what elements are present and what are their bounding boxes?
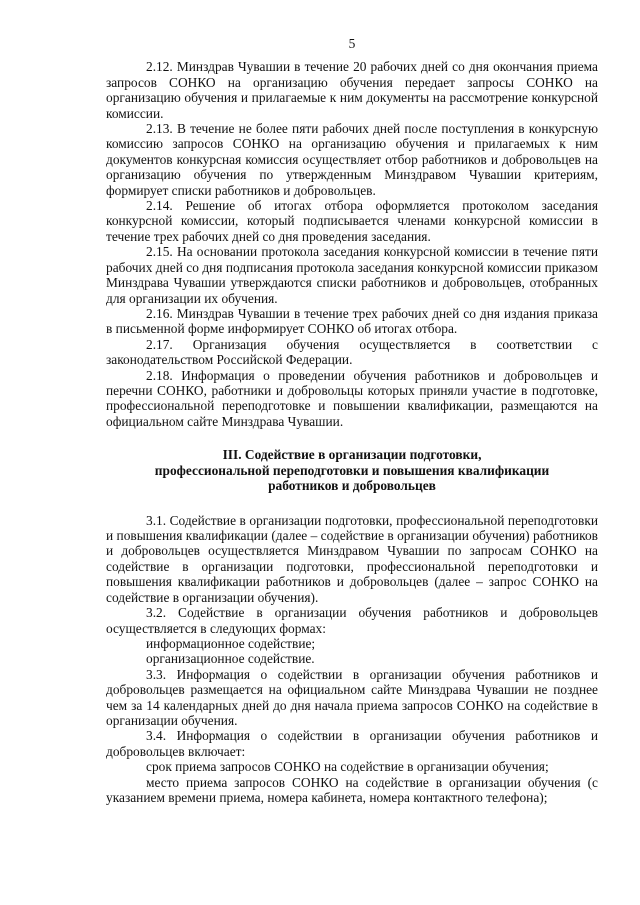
form-item-informational: информационное содействие; (146, 635, 316, 651)
paragraph-2-17: 2.17. Организация обучения осуществляется в соответствии с законодательством Российской Федерации. (106, 336, 598, 368)
form-item-organizational: организационное содействие. (146, 651, 315, 667)
section-heading-line-2: профессиональной переподготовки и повышения квалификации (154, 462, 550, 478)
paragraph-3-1: 3.1. Содействие в организации подготовки, профессиональной переподготовки и повышения квалификации (далее – содействие в организации обучения) работников и добровольцев осуществляется Минздравом Чувашии по запросам СОНКО на содействие в организации подготовки, профессиональной переподготовки и повышения квалификации работников и добровольцев (далее – запрос СОНКО на содействие в организации обучения). (106, 512, 598, 605)
paragraph-2-18: 2.18. Информация о проведении обучения работников и добровольцев и перечни СОНКО, работники и добровольцы которых приняли участие в подготовке, профессиональной переподготовке и повышении квалификации, размещаются на официальном сайте Минздрава Чувашии. (106, 367, 598, 429)
document-page (106, 36, 598, 805)
paragraph-3-4: 3.4. Информация о содействии в организации обучения работников и добровольцев включает: (106, 728, 598, 759)
paragraph-2-14: 2.14. Решение об итогах отбора оформляется протоколом заседания конкурсной комиссии, который подписывается членами конкурсной комиссии в течение трех рабочих дней со дня проведения заседания. (106, 198, 598, 244)
paragraph-2-13: 2.13. В течение не более пяти рабочих дней после поступления в конкурсную комиссию запросов СОНКО на организацию обучения и прилагаемых к ним документов конкурсная комиссия осуществляет отбор работников и добровольцев на организацию обучения по утвержденным Минздравом Чувашии критериям, формирует списки работников и добровольцев. (106, 121, 598, 198)
paragraph-2-12: 2.12. Минздрав Чувашии в течение 20 рабочих дней со дня окончания приема запросов СОНКО на организацию обучения передает запросы СОНКО на организацию обучения и прилагаемые к ним документы на рассмотрение конкурсной комиссии. (106, 59, 598, 121)
list-item-deadline: срок приема запросов СОНКО на содействие в организации обучения; (146, 759, 549, 775)
page-number: 5 (348, 36, 356, 51)
section-heading-line-1: III. Содействие в организации подготовки, (222, 447, 482, 463)
paragraph-3-3: 3.3. Информация о содействии в организации обучения работников и добровольцев размещается на официальном сайте Минздрава Чувашии не позднее чем за 14 календарных дней до дня начала приема запросов СОНКО на содействие в организации обучения. (106, 666, 598, 728)
paragraph-2-15: 2.15. На основании протокола заседания конкурсной комиссии в течение пяти рабочих дней со дня подписания протокола заседания конкурсной комиссии приказом Минздрава Чувашии утверждаются списки работников и добровольцев, отобранных для организации их обучения. (106, 244, 598, 306)
paragraph-2-16: 2.16. Минздрав Чувашии в течение трех рабочих дней со дня издания приказа в письменной форме информирует СОНКО об итогах отбора. (106, 305, 598, 337)
list-item-location: место приема запросов СОНКО на содействие в организации обучения (с указанием времени приема, номера кабинета, номера контактного телефона); (106, 774, 598, 805)
paragraph-3-2: 3.2. Содействие в организации обучения работников и добровольцев осуществляется в следующих формах: (106, 605, 598, 636)
section-heading (106, 447, 598, 494)
section-heading-line-3: работников и добровольцев (268, 478, 436, 494)
